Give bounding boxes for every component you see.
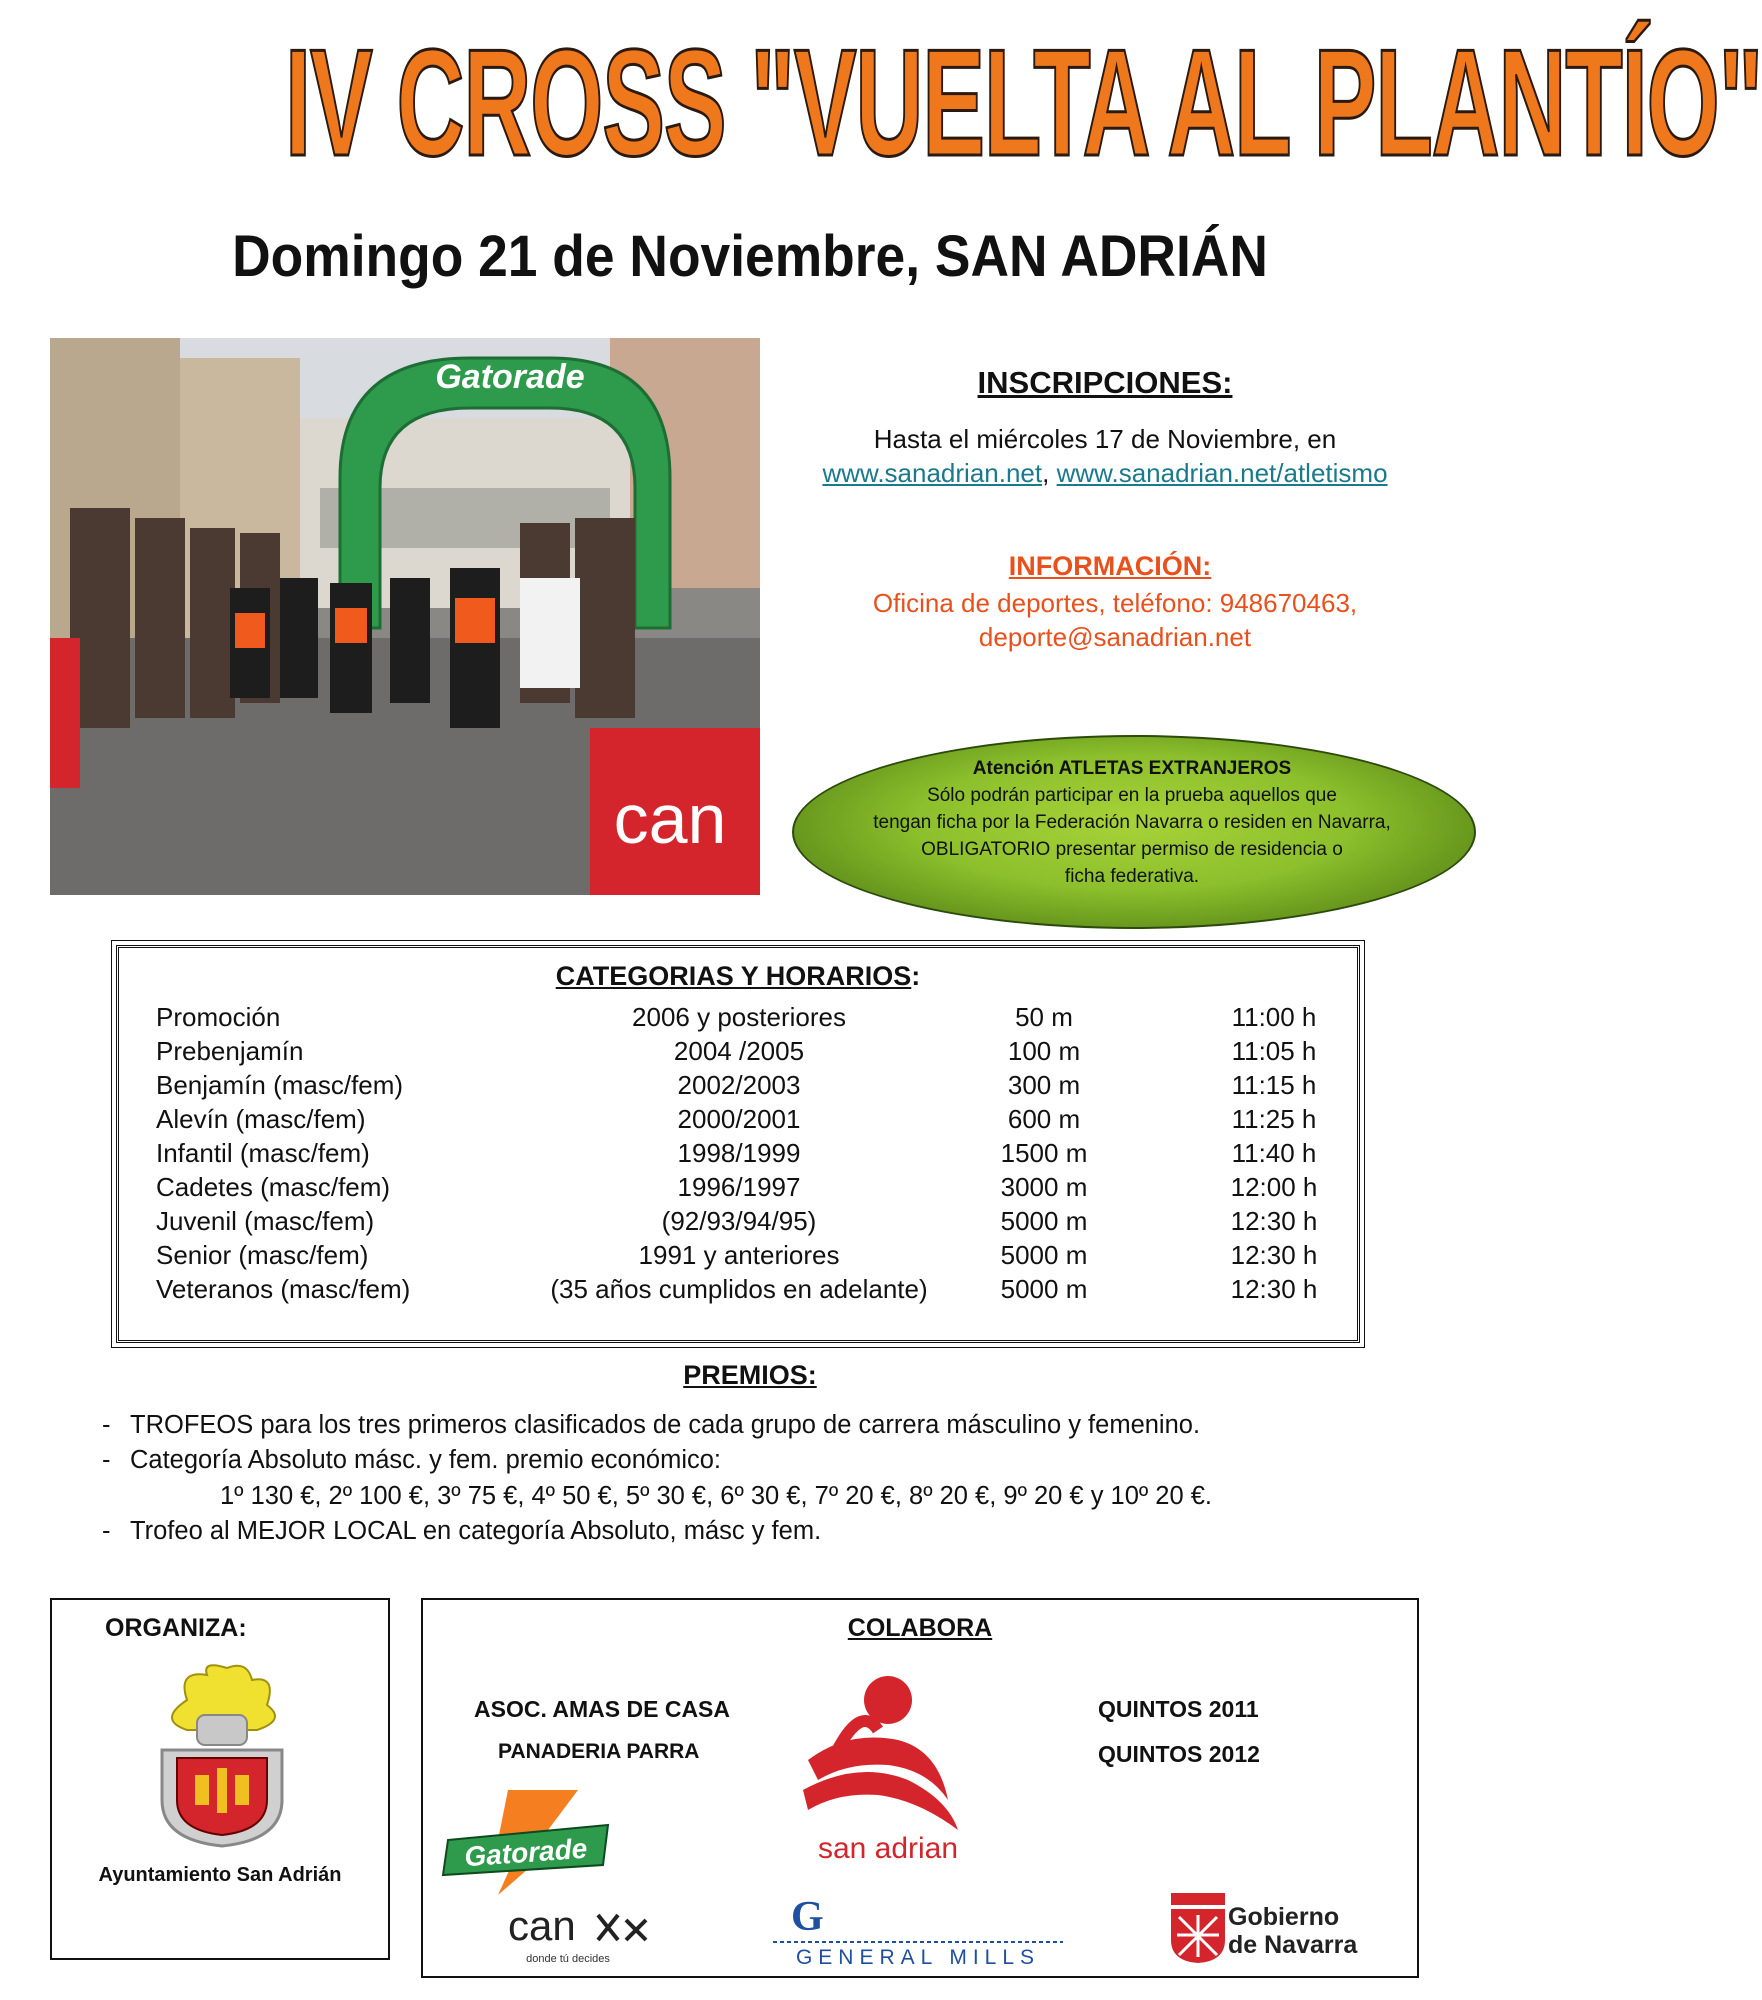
can-logo-text: can (508, 1902, 576, 1949)
category-time: 12:00 h (1230, 1172, 1318, 1202)
category-years: 2000/2001 (677, 1104, 801, 1134)
category-row (119, 1238, 1357, 1272)
category-row (119, 1204, 1357, 1238)
premios-title: PREMIOS: (683, 1360, 817, 1390)
categories-title (119, 961, 1357, 992)
category-name: Veteranos (masc/fem) (156, 1274, 411, 1304)
san-adrian-logo-text: san adrian (817, 1832, 959, 1865)
organiza-box (50, 1598, 390, 1960)
organiza-title: ORGANIZA: (105, 1614, 247, 1642)
category-name: Promoción (156, 1002, 281, 1032)
categories-title-colon: : (911, 961, 921, 991)
general-mills-logo-text: GENERAL MILLS (795, 1946, 1041, 1969)
link-separator: , (1042, 458, 1050, 488)
race-photo-illustration (50, 338, 760, 895)
general-mills-logo (773, 1890, 1063, 1970)
category-years: (35 años cumplidos en adelante) (550, 1274, 928, 1304)
category-time: 11:00 h (1231, 1002, 1317, 1032)
race-photo (50, 338, 760, 895)
premios-dash: - (102, 1411, 111, 1439)
category-time: 11:05 h (1231, 1036, 1317, 1066)
san-adrian-logo (788, 1670, 988, 1870)
premios-dash: - (102, 1517, 111, 1545)
premios-item-text: TROFEOS para los tres primeros clasificados de cada grupo de carrera másculino y femenino. (130, 1411, 1201, 1439)
premios-item-text: Trofeo al MEJOR LOCAL en categoría Absoluto, másc y fem. (130, 1517, 822, 1545)
category-distance: 5000 m (1000, 1274, 1088, 1304)
category-distance: 5000 m (1000, 1206, 1088, 1236)
category-row (119, 1068, 1357, 1102)
category-years: 2002/2003 (677, 1070, 801, 1100)
premios-item (102, 1408, 1200, 1442)
category-distance: 50 m (1015, 1002, 1073, 1032)
categories-box (116, 945, 1360, 1343)
informacion-email: deporte@sanadrian.net (978, 622, 1252, 652)
category-distance: 600 m (1007, 1104, 1081, 1134)
gobierno-navarra-line: de Navarra (1228, 1931, 1358, 1959)
category-years: 2004 /2005 (673, 1036, 805, 1066)
gobierno-navarra-shield-icon (1163, 1885, 1233, 1965)
sponsor-amas-de-casa: ASOC. AMAS DE CASA (474, 1696, 730, 1722)
category-name: Alevín (masc/fem) (156, 1104, 366, 1134)
notice-line: Sólo podrán participar en la prueba aquellos que (927, 785, 1337, 806)
category-name: Benjamín (masc/fem) (156, 1070, 404, 1100)
informacion-title: INFORMACIÓN: (1008, 551, 1212, 581)
category-years: 1996/1997 (677, 1172, 801, 1202)
event-subtitle: Domingo 21 de Noviembre, SAN ADRIÁN (232, 224, 1268, 289)
category-time: 11:25 h (1231, 1104, 1317, 1134)
category-years: (92/93/94/95) (661, 1206, 817, 1236)
category-row (119, 1102, 1357, 1136)
informacion-text (800, 586, 1430, 654)
gatorade-logo-text: Gatorade (463, 1832, 589, 1873)
colabora-title: COLABORA (847, 1614, 993, 1642)
arch-gatorade-text: Gatorade (435, 358, 585, 396)
sponsor-panaderia-parra: PANADERIA PARRA (498, 1740, 700, 1763)
premios-item (102, 1514, 821, 1548)
category-years: 1998/1999 (677, 1138, 801, 1168)
sponsor-quintos-2012: QUINTOS 2012 (1098, 1741, 1260, 1767)
category-years: 1991 y anteriores (638, 1240, 840, 1270)
informacion-phone: Oficina de deportes, teléfono: 948670463, (872, 588, 1358, 618)
link-sanadrian[interactable]: www.sanadrian.net (822, 458, 1043, 488)
svg-text:G: G (791, 1894, 824, 1940)
category-time: 12:30 h (1230, 1206, 1318, 1236)
can-logo (508, 1900, 678, 1970)
banner-can-text: can (613, 780, 727, 858)
premios-item-text: Categoría Absoluto másc. y fem. premio económico: (130, 1446, 722, 1474)
category-name: Prebenjamín (156, 1036, 304, 1066)
notice-title: Atención ATLETAS EXTRANJEROS (972, 758, 1292, 779)
category-time: 12:30 h (1230, 1240, 1318, 1270)
category-name: Juvenil (masc/fem) (156, 1206, 375, 1236)
category-distance: 100 m (1007, 1036, 1081, 1066)
category-time: 12:30 h (1230, 1274, 1318, 1304)
category-distance: 5000 m (1000, 1240, 1088, 1270)
sponsor-quintos-2011: QUINTOS 2011 (1098, 1696, 1259, 1722)
gatorade-logo (438, 1780, 618, 1900)
category-time: 11:40 h (1231, 1138, 1317, 1168)
category-time: 11:15 h (1231, 1070, 1317, 1100)
category-name: Senior (masc/fem) (156, 1240, 369, 1270)
can-logo-tagline: donde tú decides (526, 1953, 610, 1965)
premios-item (102, 1443, 721, 1477)
inscripciones-links (780, 456, 1430, 490)
coat-of-arms-logo (147, 1660, 297, 1850)
premios-prize-list: 1º 130 €, 2º 100 €, 3º 75 €, 4º 50 €, 5º 30 €, 6º 30 €, 7º 20 €, 8º 20 €, 9º 20 € y 10º 20 €. (220, 1482, 1213, 1510)
gobierno-navarra-line: Gobierno (1228, 1903, 1340, 1931)
category-name: Cadetes (masc/fem) (156, 1172, 391, 1202)
inscripciones-text: Hasta el miércoles 17 de Noviembre, en (873, 424, 1337, 454)
category-row (119, 1034, 1357, 1068)
category-row (119, 1272, 1357, 1306)
category-row (119, 1170, 1357, 1204)
notice-text (820, 755, 1444, 890)
category-row (119, 1136, 1357, 1170)
categories-title-text: CATEGORIAS Y HORARIOS (555, 961, 912, 991)
organiza-name: Ayuntamiento San Adrián (98, 1864, 342, 1886)
notice-line: tengan ficha por la Federación Navarra o residen en Navarra, (873, 812, 1391, 833)
colabora-box (421, 1598, 1419, 1978)
category-distance: 1500 m (1000, 1138, 1088, 1168)
premios-dash: - (102, 1446, 111, 1474)
category-years: 2006 y posteriores (632, 1002, 846, 1032)
event-title: IV CROSS "VUELTA AL PLANTÍO" (285, 18, 1762, 188)
category-name: Infantil (masc/fem) (156, 1138, 370, 1168)
notice-line: OBLIGATORIO presentar permiso de residencia o (921, 839, 1343, 860)
category-distance: 300 m (1007, 1070, 1081, 1100)
gobierno-navarra-logo (1228, 1903, 1357, 1959)
link-atletismo[interactable]: www.sanadrian.net/atletismo (1056, 458, 1388, 488)
category-distance: 3000 m (1000, 1172, 1088, 1202)
notice-line: ficha federativa. (1064, 866, 1200, 887)
category-row (119, 1000, 1357, 1034)
inscripciones-title: INSCRIPCIONES: (977, 365, 1233, 400)
